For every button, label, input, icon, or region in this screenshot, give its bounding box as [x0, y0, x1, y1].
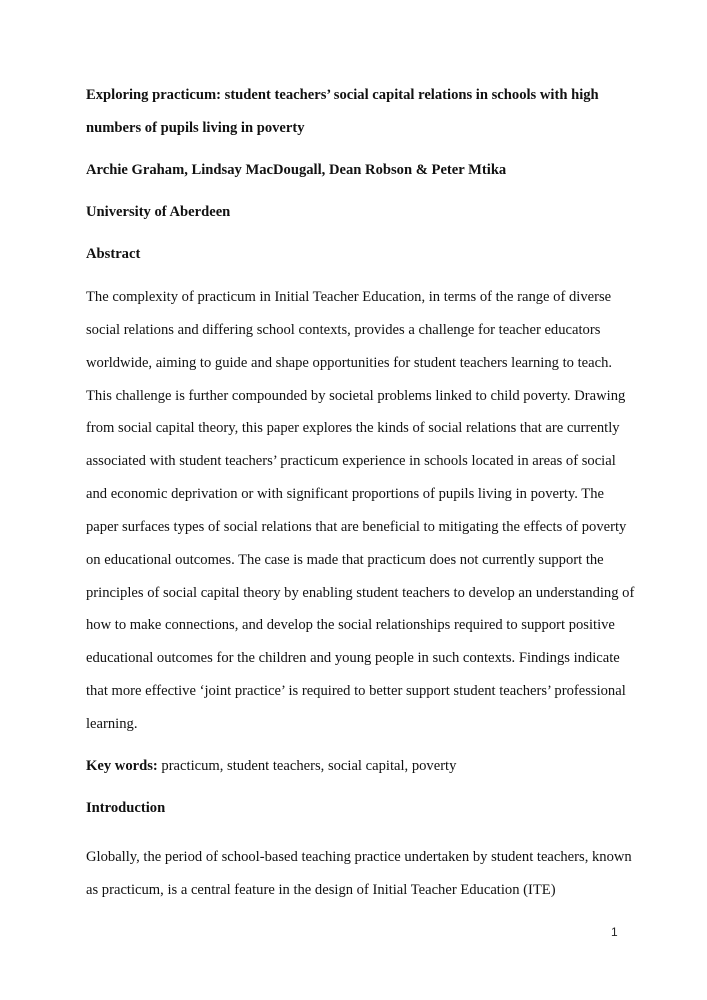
abstract-line: on educational outcomes. The case is made that practicum does not currently support the	[86, 552, 604, 568]
keywords	[86, 757, 456, 775]
abstract-line: educational outcomes for the children and young people in such contexts. Findings indicate	[86, 650, 620, 666]
author-list: Archie Graham, Lindsay MacDougall, Dean Robson & Peter Mtika	[86, 162, 507, 178]
page-number: 1	[611, 925, 618, 939]
abstract-line: social relations and differing school contexts, provides a challenge for teacher educators	[86, 322, 601, 338]
abstract-line: The complexity of practicum in Initial Teacher Education, in terms of the range of diverse	[86, 289, 612, 305]
paper-title-line-1: Exploring practicum: student teachers’ social capital relations in schools with high	[86, 87, 599, 103]
abstract-line: principles of social capital theory by enabling student teachers to develop an understanding of	[86, 585, 635, 601]
introduction-line: Globally, the period of school-based teaching practice undertaken by student teachers, known	[86, 849, 632, 865]
affiliation: University of Aberdeen	[86, 204, 231, 220]
abstract-line: from social capital theory, this paper explores the kinds of social relations that are currently	[86, 420, 620, 436]
keywords-label: Key words:	[86, 758, 158, 774]
abstract-heading: Abstract	[86, 246, 141, 262]
introduction-heading: Introduction	[86, 800, 166, 816]
abstract-line: associated with student teachers’ practicum experience in schools located in areas of social	[86, 453, 616, 469]
abstract-line: learning.	[86, 716, 138, 732]
paper-title-line-2: numbers of pupils living in poverty	[86, 120, 305, 136]
keywords-value: practicum, student teachers, social capital, poverty	[157, 758, 457, 774]
abstract-line: how to make connections, and develop the social relationships required to support positive	[86, 617, 615, 633]
abstract-line: that more effective ‘joint practice’ is required to better support student teachers’ professional	[86, 683, 626, 699]
abstract-line: worldwide, aiming to guide and shape opportunities for student teachers learning to teach.	[86, 355, 613, 371]
abstract-line: This challenge is further compounded by societal problems linked to child poverty. Drawing	[86, 388, 626, 404]
abstract-line: paper surfaces types of social relations that are beneficial to mitigating the effects of poverty	[86, 519, 627, 535]
introduction-line: as practicum, is a central feature in the design of Initial Teacher Education (ITE)	[86, 882, 556, 898]
abstract-line: and economic deprivation or with significant proportions of pupils living in poverty. The	[86, 486, 604, 502]
